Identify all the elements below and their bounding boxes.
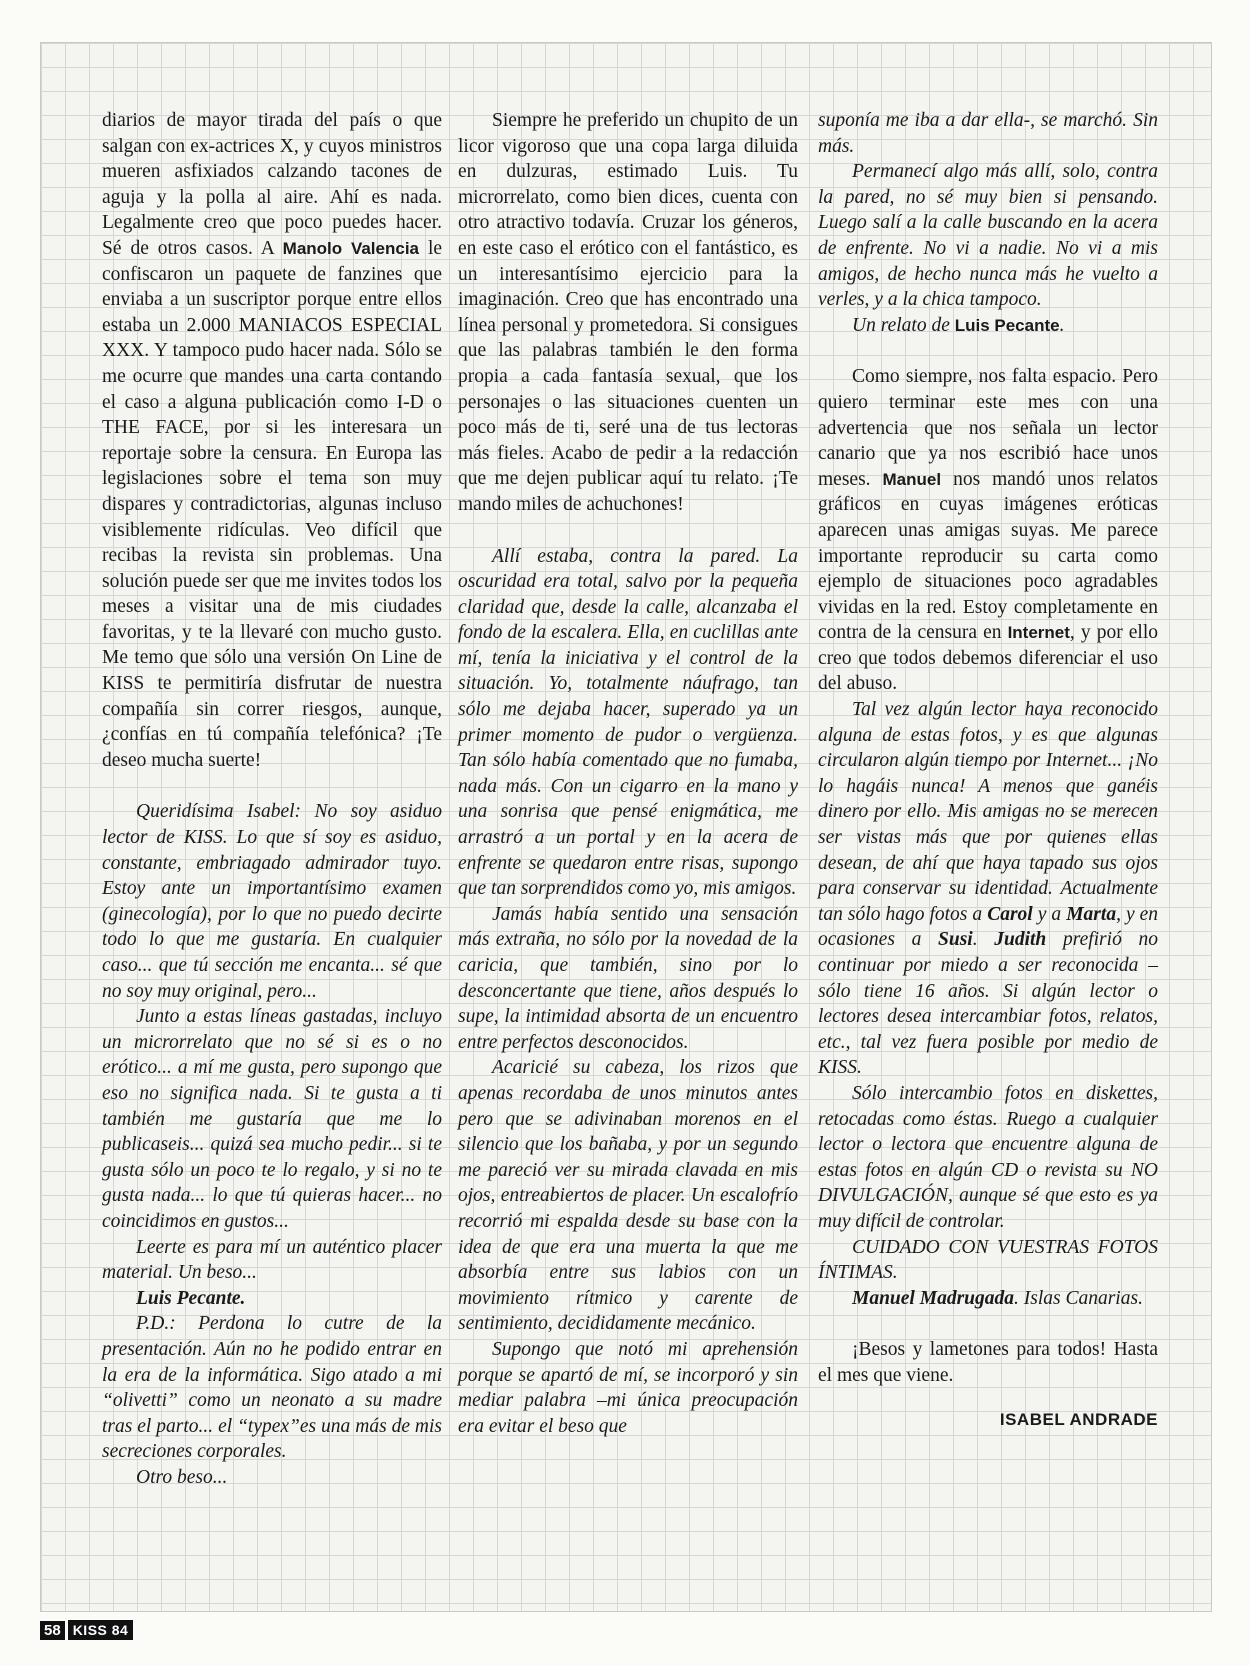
story-paragraph: Supongo que notó mi aprehensión porque se apartó de mí, se incorporó y sin mediar palabra –mi única preocupación era evitar el beso que (458, 1338, 798, 1437)
text: Como siempre, nos falta espacio. Pero quiero terminar este mes con una advertencia que nos señala un lector canario que ya nos escribió hace unos meses. (818, 366, 1158, 490)
page-footer (40, 1620, 133, 1640)
letter-paragraph: Sólo intercambio fotos en diskettes, retocadas como éstas. Ruego a cualquier lector o lectora que encuentre alguna de estas fotos en algún CD o revista su NO DIVULGACIÓN, aunque sé que esto es ya muy difícil de controlar. (818, 1082, 1158, 1232)
story-paragraph: Jamás había sentido una sensación más extraña, no sólo por la novedad de la caricia, que también, sino por lo desconcertante que tiene, años después lo supe, la intimidad absorta de un encuentro entre perfectos desconocidos. (458, 903, 798, 1053)
story-paragraph: Permanecí algo más allí, solo, contra la pared, no sé muy bien si pensando. Luego salí a la calle buscando en la acera de enfrente. No vi a nadie. No vi a mis amigos, de hecho nunca más he vuelto a verles, y a la chica tampoco. (818, 161, 1158, 311)
story-credit: Un relato de Luis Pecante. (852, 314, 1065, 336)
name-bold: Internet (1007, 623, 1070, 643)
name-bold: Carol (987, 903, 1033, 925)
name-bold: Manolo Valencia (282, 238, 420, 258)
name-bold: Susi (938, 929, 973, 951)
letter-paragraph: P.D.: Perdona lo cutre de la presentación. Aún no he podido entrar en la era de la informática. Sigo atado a mi “olivetti” como un neonato a su madre tras el parto... el “typex”es una más de mis secreciones corporales. (102, 1313, 442, 1463)
paragraph (102, 108, 442, 773)
text: Tal vez algún lector haya reconocido alguna de estas fotos, y es que algunas circularon algún tiempo por Internet... ¡No lo hagáis nunca! A menos que ganéis dinero por ello. Mis amigas no se merecen ser vistas más que por quienes ellas desean, de ahí que haya tapado sus ojos para conservar su identidad. Actualmente tan sólo hago fotos a (818, 699, 1158, 925)
story-paragraph: suponía me iba a dar ella-, se marchó. Sin más. (818, 110, 1158, 157)
page-number: 58 (40, 1621, 65, 1640)
letter-paragraph: Leerte es para mí un auténtico placer material. Un beso... (102, 1236, 442, 1284)
author-signature: ISABEL ANDRADE (999, 1409, 1158, 1429)
story-paragraph: Acaricié su cabeza, los rizos que apenas recordaba de unos minutos antes pero que se adivinaban morenos en el silencio que los bañaba, y por un segundo me pareció ver su mirada clavada en mis ojos, entreabiertos de placer. Un escalofrío recorrió mi espalda desde su base con la idea de que era una muerta la que me absorbía entre sus labios con un movimiento rítmico y carente de sentimiento, decididamente mecánico. (458, 1057, 798, 1335)
name-bold: Marta (1066, 903, 1117, 925)
text: Un relato de (852, 314, 950, 336)
letter-paragraph: CUIDADO CON VUESTRAS FOTOS ÍNTIMAS. (818, 1236, 1158, 1284)
letter-signature (102, 1286, 442, 1312)
column-3 (818, 108, 1158, 1432)
name-bold: Manuel (882, 469, 942, 489)
text: diarios de mayor tirada del país o que salgan con ex-actrices X, y cuyos ministros mueren asfixiados calzando tacones de aguja y la polla al aire. Ahí es nada. Legalmente creo que poco puedes hacer. Sé de otros casos. A (102, 110, 442, 259)
closing-paragraph: ¡Besos y lametones para todos! Hasta el mes que viene. (818, 1339, 1158, 1386)
signature-name: Manuel Madrugada (852, 1287, 1014, 1309)
text: le confiscaron un paquete de fanzines que enviaba a un suscriptor porque entre ellos estaba un 2.000 MANIACOS ESPECIAL XXX. Y tampoco pudo hacer nada. Sólo se me ocurre que mandes una carta contando el caso a alguna publicación como I-D o THE FACE, por si les interesara un reportaje sobre la censura. En Europa las legislaciones sobre el tema son muy dispares y contradictorias, algunas incluso visiblemente ridículas. Veo difícil que recibas la revista sin problemas. Una solución puede ser que me invites todos los meses a visitar una de mis ciudades favoritas, y te la llevaré con mucho gusto. Me temo que sólo una versión On Line de KISS te permitiría disfrutar de nuestra compañía sin correr riesgos, aunque, ¿confías en tú compañía telefónica? ¡Te deseo mucha suerte! (102, 237, 443, 771)
letter-paragraph: Junto a estas líneas gastadas, incluyo un microrrelato que no sé si es o no erótico... a mí me gusta, pero supongo que eso no significa nada. Si te gusta a ti también me gustaría que me lo publicaseis... quizá sea mucho pedir... si te gusta sólo un poco te lo regalo, y si no te gusta nada... lo que tú quieras hacer... no coincidimos en gustos... (102, 1006, 442, 1232)
paragraph: Siempre he preferido un chupito de un licor vigoroso que una copa larga diluida en dulzuras, estimado Luis. Tu microrrelato, como bien dices, cuenta con otro atractivo todavía. Cruzar los géneros, en este caso el erótico con el fantástico, es un interesantísimo ejercicio para la imaginación. Creo que has encontrado una línea personal y prometedora. Si consigues que las palabras también le den forma propia a cada fantasía sexual, que los personajes o las situaciones cuenten un poco más de ti, seré una de tus lectoras más fieles. Acabo de pedir a la redacción que me dejen publicar aquí tu relato. ¡Te mando miles de achuchones! (458, 110, 798, 515)
text: , y en ocasiones a (818, 903, 1159, 951)
letter-paragraph: Queridísima Isabel: No soy asiduo lector de KISS. Lo que sí soy es asiduo, constante, embriagado admirador tuyo. Estoy ante un importantísimo examen (ginecología), por lo que no puedo decirte todo lo que me gustaría. En cualquier caso... que tú sección me encanta... sé que no soy muy original, pero... (102, 801, 442, 1002)
column-2 (458, 108, 798, 1439)
letter-paragraph: Otro beso... (136, 1466, 228, 1488)
text: , y por ello creo que todos debemos diferenciar el uso del abuso. (818, 622, 1159, 695)
name-bold: Judith (994, 929, 1047, 951)
signature-name: Luis Pecante. (136, 1287, 246, 1309)
text: . Islas Canarias. (1014, 1287, 1143, 1309)
text: nos mandó unos relatos gráficos en cuyas imágenes eróticas aparecen unas amigas suyas. Me parece importante reproducir su carta como ejemplo de situaciones poco agradables vividas en la red. Estoy completamente en contra de la censura en (818, 468, 1158, 644)
paragraph (818, 364, 1158, 697)
text: y a (1037, 903, 1062, 925)
author-name: Luis Pecante (954, 315, 1060, 335)
story-paragraph: Allí estaba, contra la pared. La oscuridad era total, salvo por la pequeña claridad que, desde la calle, alcanzaba el fondo de la escalera. Ella, en cuclillas ante mí, tenía la iniciativa y el control de la situación. Yo, totalmente náufrago, tan sólo me dejaba hacer, superado ya un primer momento de pudor o vergüenza. Tan sólo había comentado que no fumaba, nada más. Con un cigarro en la mano y una sonrisa que pensé enigmática, me arrastró a un portal y en la acera de enfrente se quedaron entre risas, supongo que tan sorprendidos como yo, mis amigos. (458, 545, 798, 900)
column-1 (102, 108, 442, 1490)
text: prefirió no continuar por miedo a ser reconocida –sólo tiene 16 años. Si algún lector o lectores desea intercambiar fotos, relatos, etc., tal vez fuera posible por medio de KISS. (818, 929, 1158, 1079)
letter-signature (818, 1286, 1158, 1312)
magazine-issue: KISS 84 (68, 1620, 134, 1640)
letter-paragraph: Tal vez algún lector haya reconocido alguna de estas fotos, y es que algunas circularon algún tiempo por Internet... ¡No lo hagáis nunca! A menos que ganéis dinero por ello. Mis amigas no se merecen ser vistas más que por quienes ellas desean, de ahí que haya tapado sus ojos para conservar su identidad. Actualmente tan sólo hago fotos a Carol y a Marta, y en ocasiones a Susi. Judith prefirió no continuar por miedo a ser reconocida –sólo tiene 16 años. Si algún lector o lectores desea intercambiar fotos, relatos, etc., tal vez fuera posible por medio de KISS. (818, 699, 1159, 1079)
